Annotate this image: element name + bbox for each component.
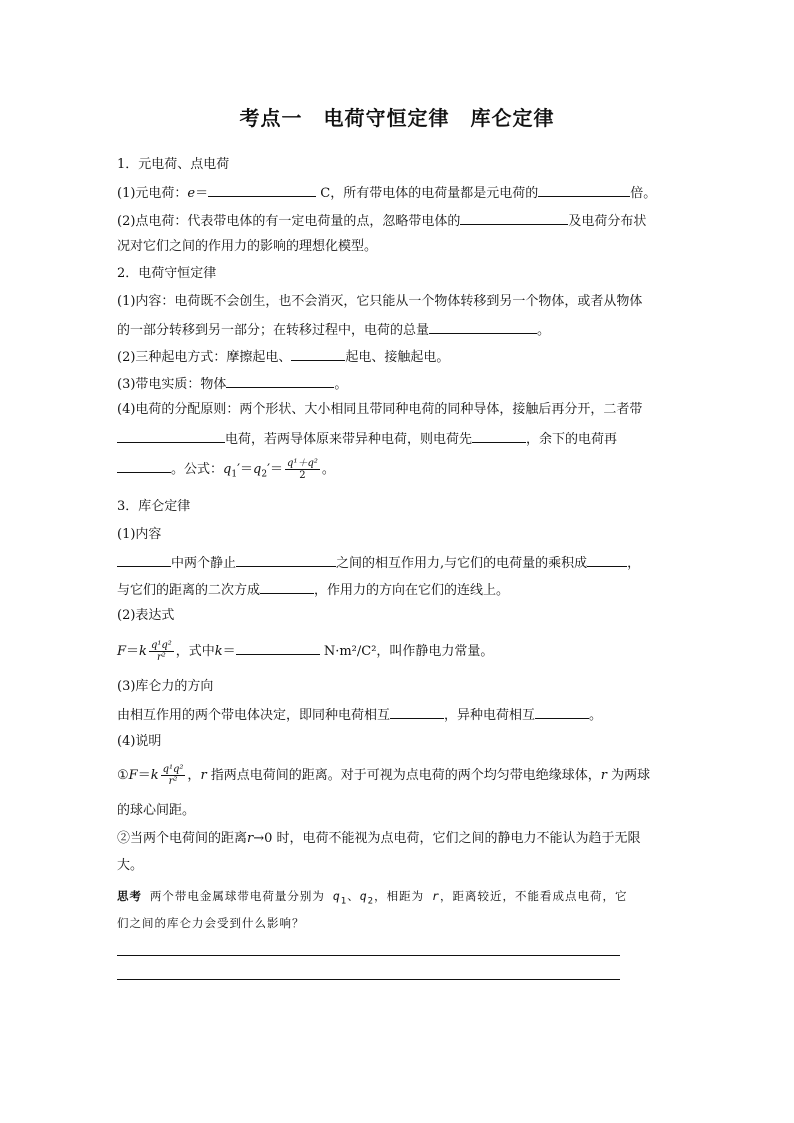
text: ，相距为 [374,889,433,903]
text: 两个带电金属球带电荷量分别为 [142,889,333,903]
fill-blank[interactable] [587,553,627,567]
var-r: r [247,831,254,846]
text: ＝ [222,644,236,659]
fill-blank[interactable] [472,429,526,443]
subscript: 2 [261,469,268,480]
thinking-question [117,887,677,910]
text: 的一部分转移到另一部分；在转移过程中，电荷的总量 [117,323,430,338]
s2-paragraph-2 [117,347,677,367]
s3-expression [117,640,677,663]
s2-paragraph-4: (4)电荷的分配原则：两个形状、大小相同且带同种电荷的同种导体，接触后再分开，二者带 [117,402,643,417]
fill-blank[interactable] [390,705,444,719]
text: 。公式： [171,462,224,477]
text: ＝ [195,186,209,201]
var-k: k [139,644,147,659]
text: ① [117,768,129,783]
fraction-denominator: r² [168,776,178,787]
s2-formula-line [117,458,677,484]
text: ＝ [126,644,140,659]
text: ，余下的电荷再 [526,432,618,447]
section-3-heading: 3．库仑定律 [117,499,191,514]
fraction-numerator: q¹q² [162,764,184,775]
text: 倍。 [630,186,657,201]
thinking-label: 思考 [117,889,142,903]
fraction-denominator: 2 [299,470,306,481]
fill-blank[interactable] [236,641,320,655]
s3-note-2-cont: 大。 [117,858,144,873]
fill-blank[interactable] [260,580,314,594]
text: ，式中 [175,644,215,659]
text: 由相互作用的两个带电体决定，即同种电荷相互 [117,708,391,723]
var-q: q [253,462,262,477]
text: 电荷，若两导体原来带异种电荷，则电荷先 [225,432,473,447]
s1-paragraph-2-cont: 况对它们之间的作用力的影响的理想化模型。 [117,239,378,254]
text: ′＝ [237,462,254,477]
s3-note-1 [117,764,677,787]
answer-line[interactable] [117,979,620,980]
subscript: 1 [231,469,238,480]
fill-blank[interactable] [117,459,171,473]
subscript: 2 [367,896,375,907]
var-q: q [332,889,341,903]
var-e: e [187,186,196,201]
fraction-numerator: q¹q² [150,640,172,651]
s2-paragraph-4-cont [117,429,677,449]
answer-line[interactable] [117,955,620,956]
s3-paragraph-3 [117,705,677,725]
fill-blank[interactable] [208,183,316,197]
text: ②当两个电荷间的距离 [117,831,248,846]
fill-blank[interactable] [538,183,630,197]
var-r: r [432,889,440,903]
subscript: 1 [340,896,348,907]
text: (1)元电荷： [117,186,188,201]
text: 。 [589,708,603,723]
fraction-numerator: q¹＋q² [287,458,318,469]
s3-note-1-cont: 的球心间距。 [117,803,196,818]
text: (3)带电实质：物体 [117,377,227,392]
var-q: q [223,462,232,477]
text: ′＝ [267,462,284,477]
text: 。 [334,377,348,392]
fill-blank[interactable] [236,553,336,567]
s3-paragraph-1 [117,553,677,573]
fill-blank[interactable] [460,211,568,225]
s3-sub-heading-2: (2)表达式 [117,608,175,623]
text: ， [187,768,201,783]
fill-blank[interactable] [117,553,171,567]
fraction [285,458,320,481]
text: 。 [537,323,551,338]
fraction-denominator: r² [156,652,166,663]
text: ， [627,556,641,571]
fill-blank[interactable] [291,347,345,361]
text: ，作用力的方向在它们的连线上。 [314,583,510,598]
text: →0 时，电荷不能视为点电荷，它们之间的静电力不能认为趋于无限 [253,831,641,846]
text: ，异种电荷相互 [444,708,536,723]
fraction [149,640,174,663]
text: 。 [321,462,335,477]
s2-paragraph-3 [117,374,677,394]
s1-paragraph-1 [117,183,677,203]
var-F: F [117,644,127,659]
page-title: 考点一 电荷守恒定律 库仑定律 [239,106,555,130]
text: 与它们的距离的二次方成 [117,583,261,598]
text: 起电、接触起电。 [345,350,450,365]
var-k: k [214,644,223,659]
var-q: q [359,889,368,903]
var-k: k [150,768,159,783]
text: 、 [347,889,360,903]
var-F: F [128,768,138,783]
s3-sub-heading-1: (1)内容 [117,527,162,542]
text: 指两点电荷间的距离。对于可视为点电荷的两个均匀带电绝缘球体， [206,768,601,783]
text: C，所有带电体的电荷量都是元电荷的 [316,186,539,201]
text: 为两球 [607,768,651,783]
var-r: r [600,768,608,783]
s3-sub-heading-3: (3)库仑力的方向 [117,679,214,694]
fill-blank[interactable] [117,429,225,443]
text: 之间的相互作用力,与它们的电荷量的乘积成 [336,556,588,571]
fraction [161,764,186,787]
s2-paragraph-1: (1)内容：电荷既不会创生，也不会消灭，它只能从一个物体转移到另一个物体，或者从物体 [117,294,643,309]
s3-note-2 [117,830,677,848]
text: (2)点电荷：代表带电体的有一定电荷量的点，忽略带电体的 [117,214,461,229]
fill-blank[interactable] [226,374,334,388]
section-2-heading: 2．电荷守恒定律 [117,266,217,281]
var-r: r [200,768,207,783]
text: ＝ [137,768,151,783]
text: (2)三种起电方式：摩擦起电、 [117,350,292,365]
s2-paragraph-1-cont [117,320,677,340]
text: N·m²/C²，叫作静电力常量。 [319,644,494,659]
s1-paragraph-2 [117,211,677,231]
section-1-heading: 1．元电荷、点电荷 [117,157,230,172]
fill-blank[interactable] [429,320,537,334]
s3-sub-heading-4: (4)说明 [117,734,162,749]
s3-paragraph-1-cont [117,580,677,600]
text: 及电荷分布状 [568,214,647,229]
thinking-question-cont: 们之间的库仑力会受到什么影响？ [117,916,305,930]
text: 中两个静止 [171,556,237,571]
fill-blank[interactable] [535,705,589,719]
text: ，距离较近，不能看成点电荷，它 [439,889,628,903]
